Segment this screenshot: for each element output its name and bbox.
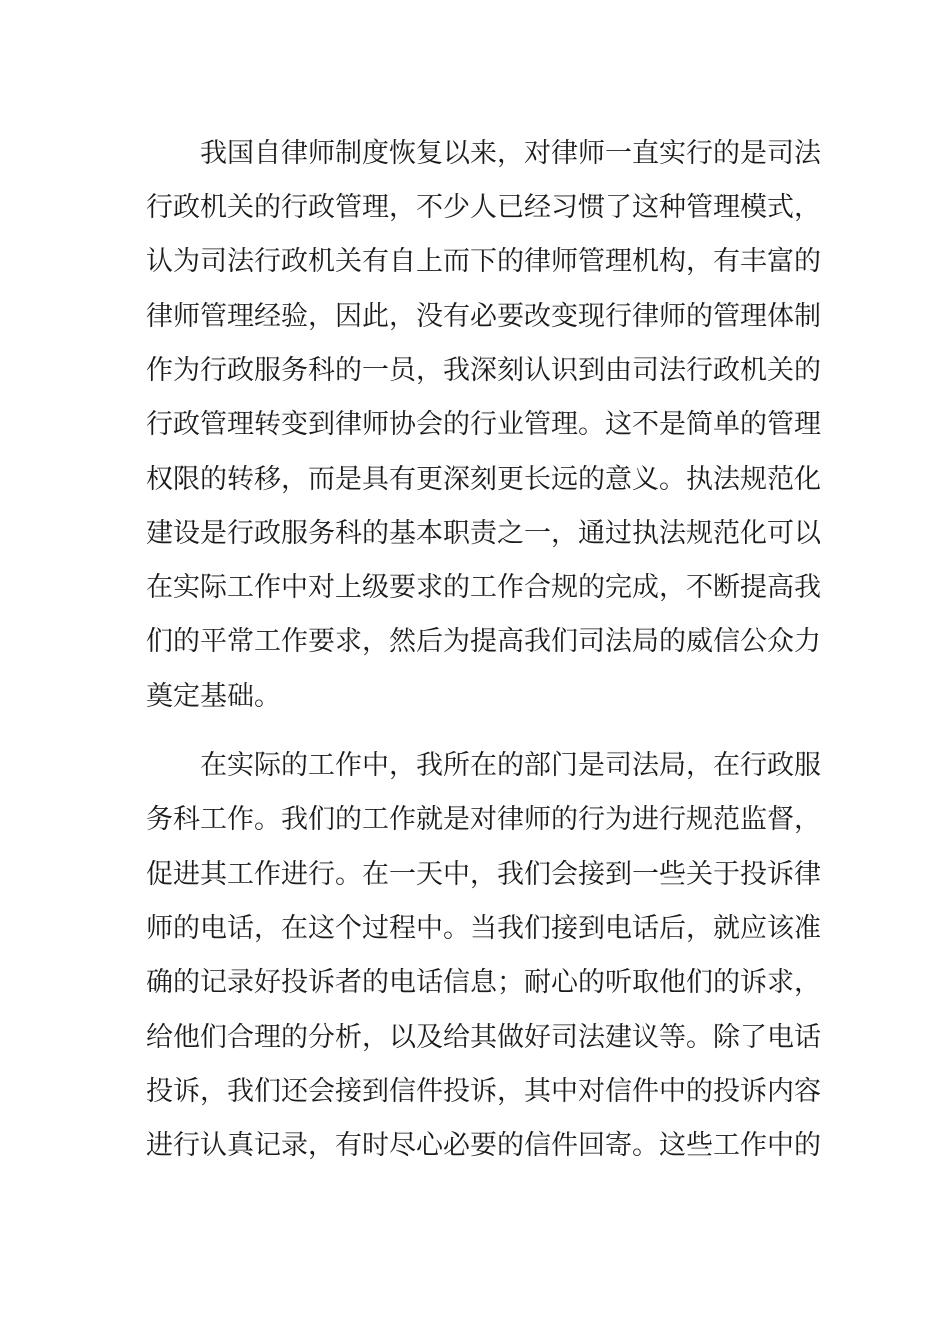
paragraph-1-line-2: 行政机关的行政管理，不少人已经习惯了这种管理模式，: [146, 192, 821, 223]
paragraph-1-line-11: 奠定基础。: [146, 681, 281, 712]
paragraph-1-line-9: 在实际工作中对上级要求的工作合规的完成，不断提高我: [146, 572, 821, 603]
paragraph-1-line-3: 认为司法行政机关有自上而下的律师管理机构，有丰富的: [146, 246, 821, 277]
paragraph-2-line-7: 投诉，我们还会接到信件投诉，其中对信件中的投诉内容: [146, 1076, 821, 1107]
paragraph-2-line-4: 师的电话，在这个过程中。当我们接到电话后，就应该准: [146, 913, 821, 944]
paragraph-2-line-2: 务科工作。我们的工作就是对律师的行为进行规范监督，: [146, 804, 821, 835]
paragraph-1-line-1: 我国自律师制度恢复以来，对律师一直实行的是司法: [200, 138, 821, 169]
paragraph-1-line-4: 律师管理经验，因此，没有必要改变现行律师的管理体制: [146, 301, 821, 332]
paragraph-2-line-5: 确的记录好投诉者的电话信息；耐心的听取他们的诉求，: [146, 967, 821, 998]
paragraph-2-line-1: 在实际的工作中，我所在的部门是司法局，在行政服: [200, 750, 821, 781]
paragraph-2-line-8: 进行认真记录，有时尽心必要的信件回寄。这些工作中的: [146, 1130, 821, 1161]
paragraph-2-line-6: 给他们合理的分析，以及给其做好司法建议等。除了电话: [146, 1022, 821, 1053]
paragraph-2-line-3: 促进其工作进行。在一天中，我们会接到一些关于投诉律: [146, 859, 821, 890]
paragraph-1-line-5: 作为行政服务科的一员，我深刻认识到由司法行政机关的: [146, 355, 821, 386]
paragraph-1-line-7: 权限的转移，而是具有更深刻更长远的意义。执法规范化: [146, 464, 821, 495]
paragraph-1-line-8: 建设是行政服务科的基本职责之一，通过执法规范化可以: [146, 518, 821, 549]
paragraph-1-line-6: 行政管理转变到律师协会的行业管理。这不是简单的管理: [146, 409, 821, 440]
paragraph-1-line-10: 们的平常工作要求，然后为提高我们司法局的威信公众力: [146, 626, 821, 657]
